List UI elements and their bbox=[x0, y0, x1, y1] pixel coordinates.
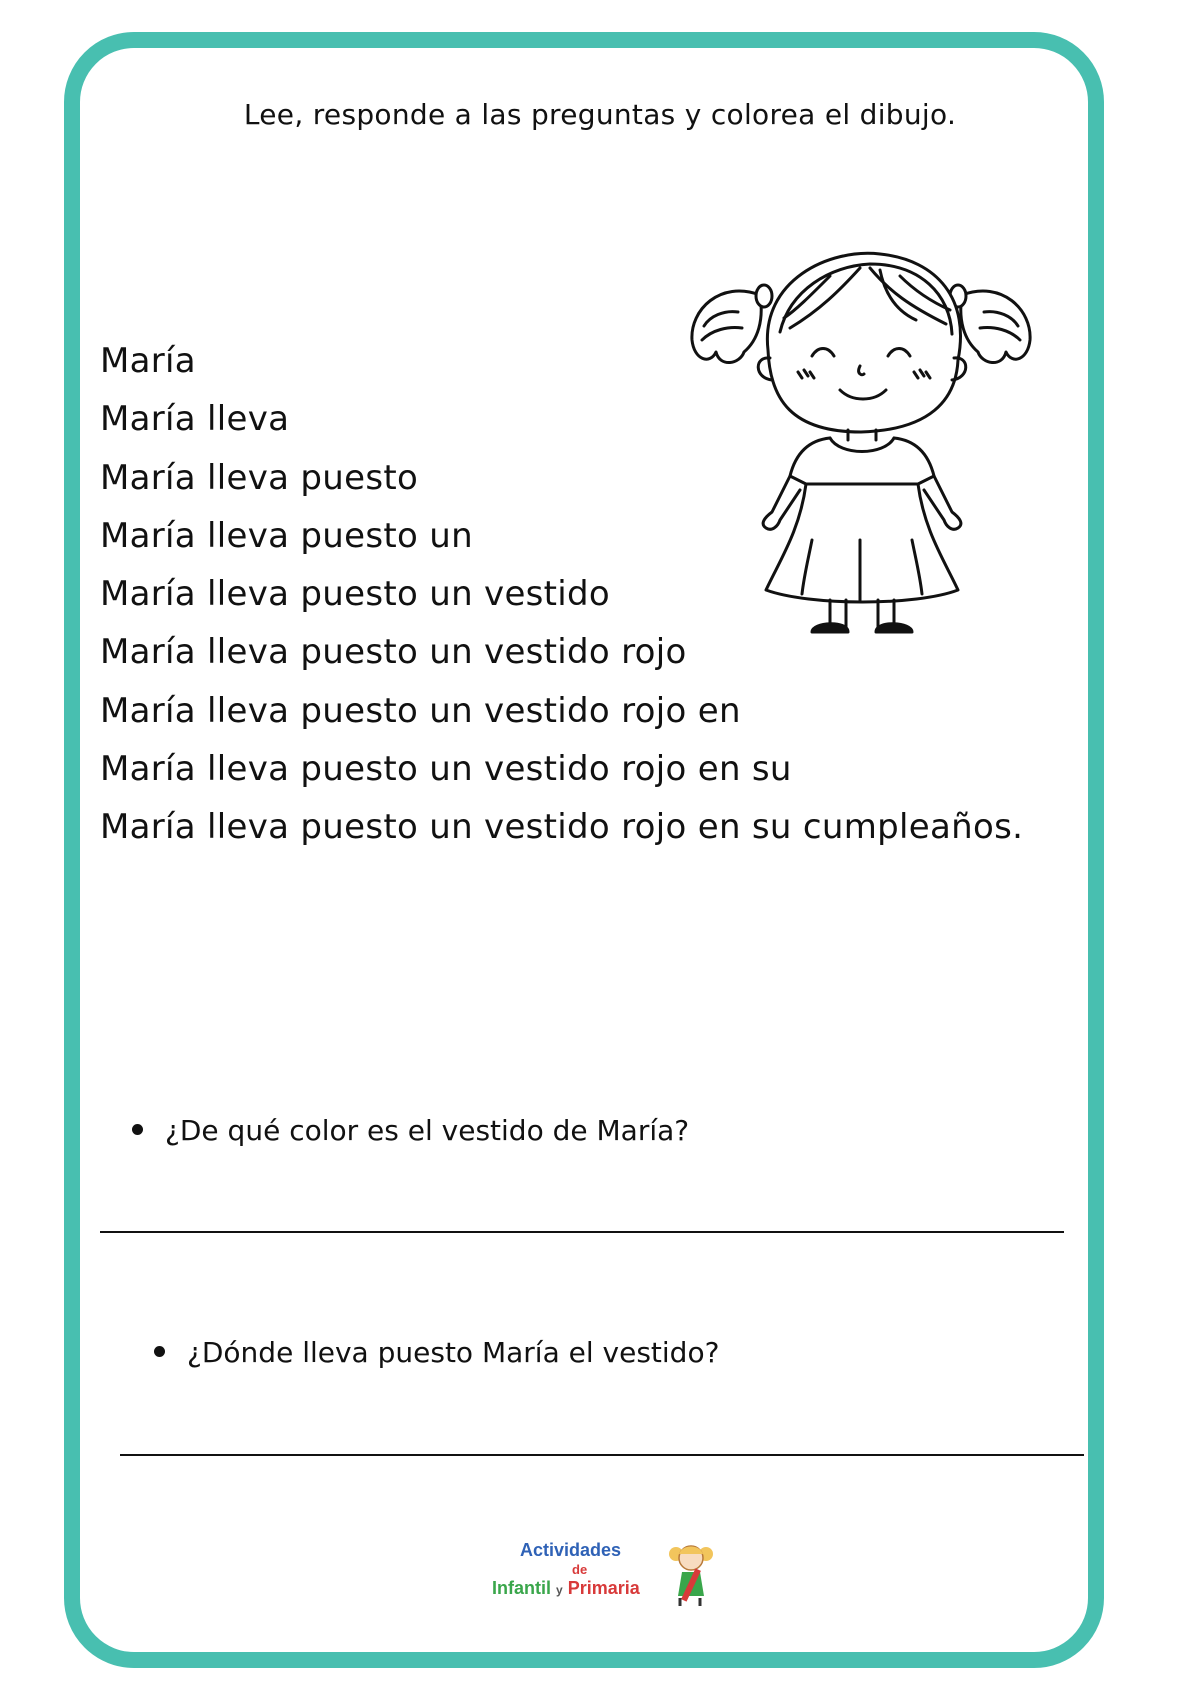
girl-pencil-icon bbox=[666, 1540, 716, 1610]
logo-line-3 bbox=[492, 1578, 640, 1599]
reading-line: María lleva bbox=[100, 399, 290, 440]
logo-line-1: Actividades bbox=[520, 1540, 622, 1560]
bullet-icon bbox=[154, 1346, 165, 1357]
site-logo bbox=[470, 1540, 730, 1620]
reading-line: María lleva puesto un bbox=[100, 515, 473, 556]
reading-line: María lleva puesto un vestido bbox=[100, 574, 611, 615]
reading-line: María bbox=[100, 341, 196, 381]
bullet-icon bbox=[132, 1124, 143, 1135]
question-text: ¿Dónde lleva puesto María el vestido? bbox=[187, 1336, 720, 1369]
reading-line: María lleva puesto un vestido rojo en su bbox=[100, 749, 792, 790]
question-2 bbox=[154, 1336, 719, 1369]
logo-word-infantil: Infantil bbox=[492, 1578, 551, 1598]
answer-line-2[interactable] bbox=[120, 1454, 1084, 1456]
girl-coloring-icon bbox=[680, 240, 1040, 640]
question-text: ¿De qué color es el vestido de María? bbox=[165, 1114, 690, 1147]
reading-line: María lleva puesto bbox=[100, 457, 419, 498]
reading-line: María lleva puesto un vestido rojo bbox=[100, 632, 687, 673]
logo-word-primaria: Primaria bbox=[567, 1578, 640, 1598]
logo-line-2: de bbox=[572, 1562, 588, 1577]
reading-line: María lleva puesto un vestido rojo en bbox=[100, 690, 741, 731]
instruction-text: Lee, responde a las preguntas y colorea el dibujo. bbox=[243, 98, 957, 131]
question-1 bbox=[132, 1114, 689, 1147]
reading-line: María lleva puesto un vestido rojo en su cumpleaños. bbox=[100, 807, 1024, 848]
logo-word-y: y bbox=[556, 1583, 563, 1597]
answer-line-1[interactable] bbox=[100, 1231, 1064, 1233]
